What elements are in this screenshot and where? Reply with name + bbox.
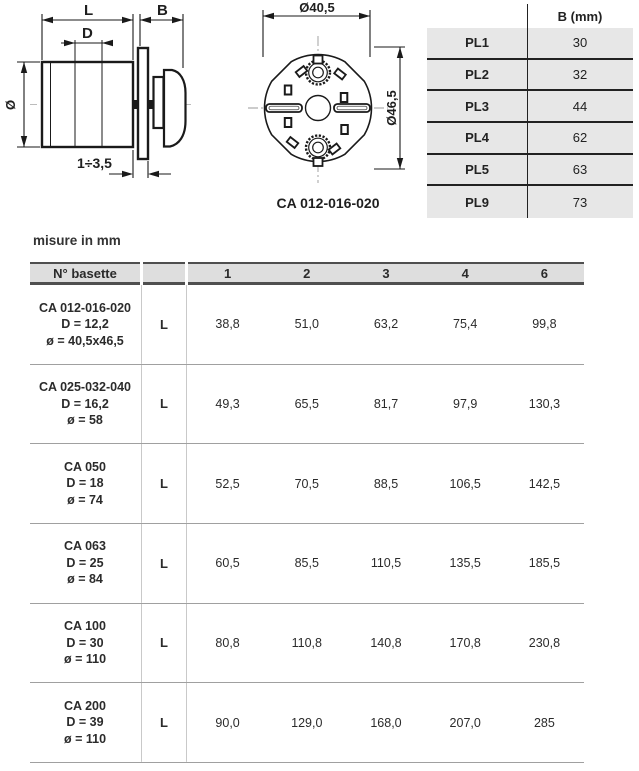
dim-cell: L: [160, 476, 168, 492]
table-row: [30, 365, 584, 445]
basette-dia: ø = 110: [63, 652, 107, 667]
dim-label-gap: 1÷3,5: [77, 155, 112, 171]
header-n-basette: N° basette: [30, 262, 140, 285]
basette-dia: ø = 110: [63, 731, 107, 746]
table-row: [427, 91, 633, 123]
pl-header-b-mm: B (mm): [557, 8, 603, 24]
value-cell: 81,7: [373, 396, 399, 411]
basette-name: CA 050: [64, 459, 106, 474]
pl-value: 63: [572, 162, 588, 178]
value-cell: 168,0: [370, 715, 402, 730]
units-note: misure in mm: [33, 233, 121, 248]
dim-cell: L: [160, 316, 168, 332]
pl-value: 30: [572, 35, 588, 51]
value-cell: 185,5: [528, 556, 561, 571]
value-cell: 88,5: [373, 476, 399, 491]
basette-name: CA 200: [64, 698, 106, 713]
pl-table-divider: [527, 4, 529, 218]
value-cell: 97,9: [453, 396, 478, 411]
pl-dimension-table: [427, 4, 633, 218]
basette-dia: ø = 58: [67, 413, 103, 428]
value-cell: 140,8: [370, 635, 402, 650]
basette-dia: ø = 40,5x46,5: [46, 333, 124, 348]
value-cell: 60,5: [215, 556, 240, 571]
pl-value: 62: [572, 130, 588, 146]
front-view-caption: CA 012-016-020: [276, 195, 380, 211]
header-col-2: 2: [267, 262, 346, 285]
value-cell: 65,5: [294, 396, 319, 411]
value-cell: 106,5: [449, 476, 481, 491]
dim-label-height: Ø46,5: [384, 90, 399, 126]
header-col-3: 3: [346, 262, 425, 285]
value-cell: 38,8: [215, 317, 240, 332]
pl-label: PL4: [465, 130, 489, 146]
header-col-6: 6: [505, 262, 584, 285]
value-cell: 207,0: [449, 715, 481, 730]
basette-name: CA 063: [64, 539, 106, 554]
value-cell: 52,5: [215, 476, 240, 491]
value-cell: 130,3: [528, 396, 561, 411]
dim-label-B: B: [157, 2, 168, 19]
dim-label-width: Ø40,5: [299, 0, 335, 15]
basette-d: D = 30: [66, 635, 104, 650]
table-row: [427, 60, 633, 92]
dim-label-D: D: [82, 25, 93, 42]
table-row: [30, 683, 584, 763]
basette-cell: [30, 285, 140, 364]
value-cell: 110,5: [370, 556, 402, 571]
value-cell: 90,0: [215, 715, 240, 730]
basette-cell: [30, 524, 140, 603]
pl-label: PL2: [465, 67, 489, 83]
value-cell: 51,0: [294, 317, 319, 332]
pl-value: 73: [572, 194, 588, 210]
dim-cell: L: [160, 555, 168, 571]
value-cell: 75,4: [453, 317, 478, 332]
dim-cell: L: [160, 396, 168, 412]
basette-dia: ø = 74: [67, 492, 103, 507]
pl-label: PL9: [465, 194, 489, 210]
table-row: [427, 123, 633, 155]
basette-cell: [30, 444, 140, 523]
basette-d: D = 39: [66, 715, 104, 730]
dim-label-diameter: Ø: [3, 99, 18, 110]
table-row: [30, 444, 584, 524]
table-row: [30, 524, 584, 604]
value-cell: 99,8: [532, 317, 557, 332]
pl-label: PL5: [465, 162, 489, 178]
header-empty: [143, 262, 185, 285]
basette-d: D = 12,2: [61, 317, 109, 332]
basette-cell: [30, 365, 140, 444]
basette-d: D = 16,2: [61, 396, 109, 411]
table-row: [30, 604, 584, 684]
value-cell: 110,8: [291, 635, 322, 650]
pl-value: 44: [572, 98, 588, 114]
pl-label: PL3: [465, 98, 489, 114]
header-col-1: 1: [188, 262, 267, 285]
basette-d: D = 18: [66, 476, 104, 491]
value-cell: 63,2: [373, 317, 399, 332]
value-cell: 142,5: [528, 476, 561, 491]
pl-label: PL1: [465, 35, 489, 51]
front-view-drawing: [238, 0, 418, 192]
pl-value: 32: [572, 67, 588, 83]
dim-label-L: L: [84, 2, 94, 19]
basette-dia: ø = 84: [67, 572, 103, 587]
pl-table-header: [427, 4, 633, 28]
value-cell: 70,5: [294, 476, 319, 491]
dim-cell: L: [160, 715, 168, 731]
dim-cell: L: [160, 635, 168, 651]
value-cell: 170,8: [449, 635, 481, 650]
value-cell: 49,3: [215, 396, 240, 411]
value-cell: 285: [533, 715, 555, 730]
side-view-drawing: [0, 0, 210, 185]
table-row: [427, 28, 633, 60]
header-col-4: 4: [426, 262, 505, 285]
main-table-header: [30, 262, 584, 285]
value-cell: 129,0: [291, 715, 323, 730]
basette-name: CA 012-016-020: [39, 300, 131, 315]
table-row: [427, 155, 633, 187]
main-dimension-table: [30, 262, 584, 763]
table-row: [427, 186, 633, 218]
table-row: [30, 285, 584, 365]
switch-body-outline: [42, 40, 186, 159]
basette-cell: [30, 604, 140, 683]
basette-cell: [30, 683, 140, 762]
basette-name: CA 025-032-040: [39, 380, 131, 395]
mounting-face-outline: [265, 55, 372, 166]
value-cell: 135,5: [449, 556, 481, 571]
basette-name: CA 100: [64, 619, 106, 634]
value-cell: 230,8: [528, 635, 561, 650]
value-cell: 80,8: [215, 635, 240, 650]
basette-d: D = 25: [66, 555, 104, 570]
value-cell: 85,5: [294, 556, 319, 571]
